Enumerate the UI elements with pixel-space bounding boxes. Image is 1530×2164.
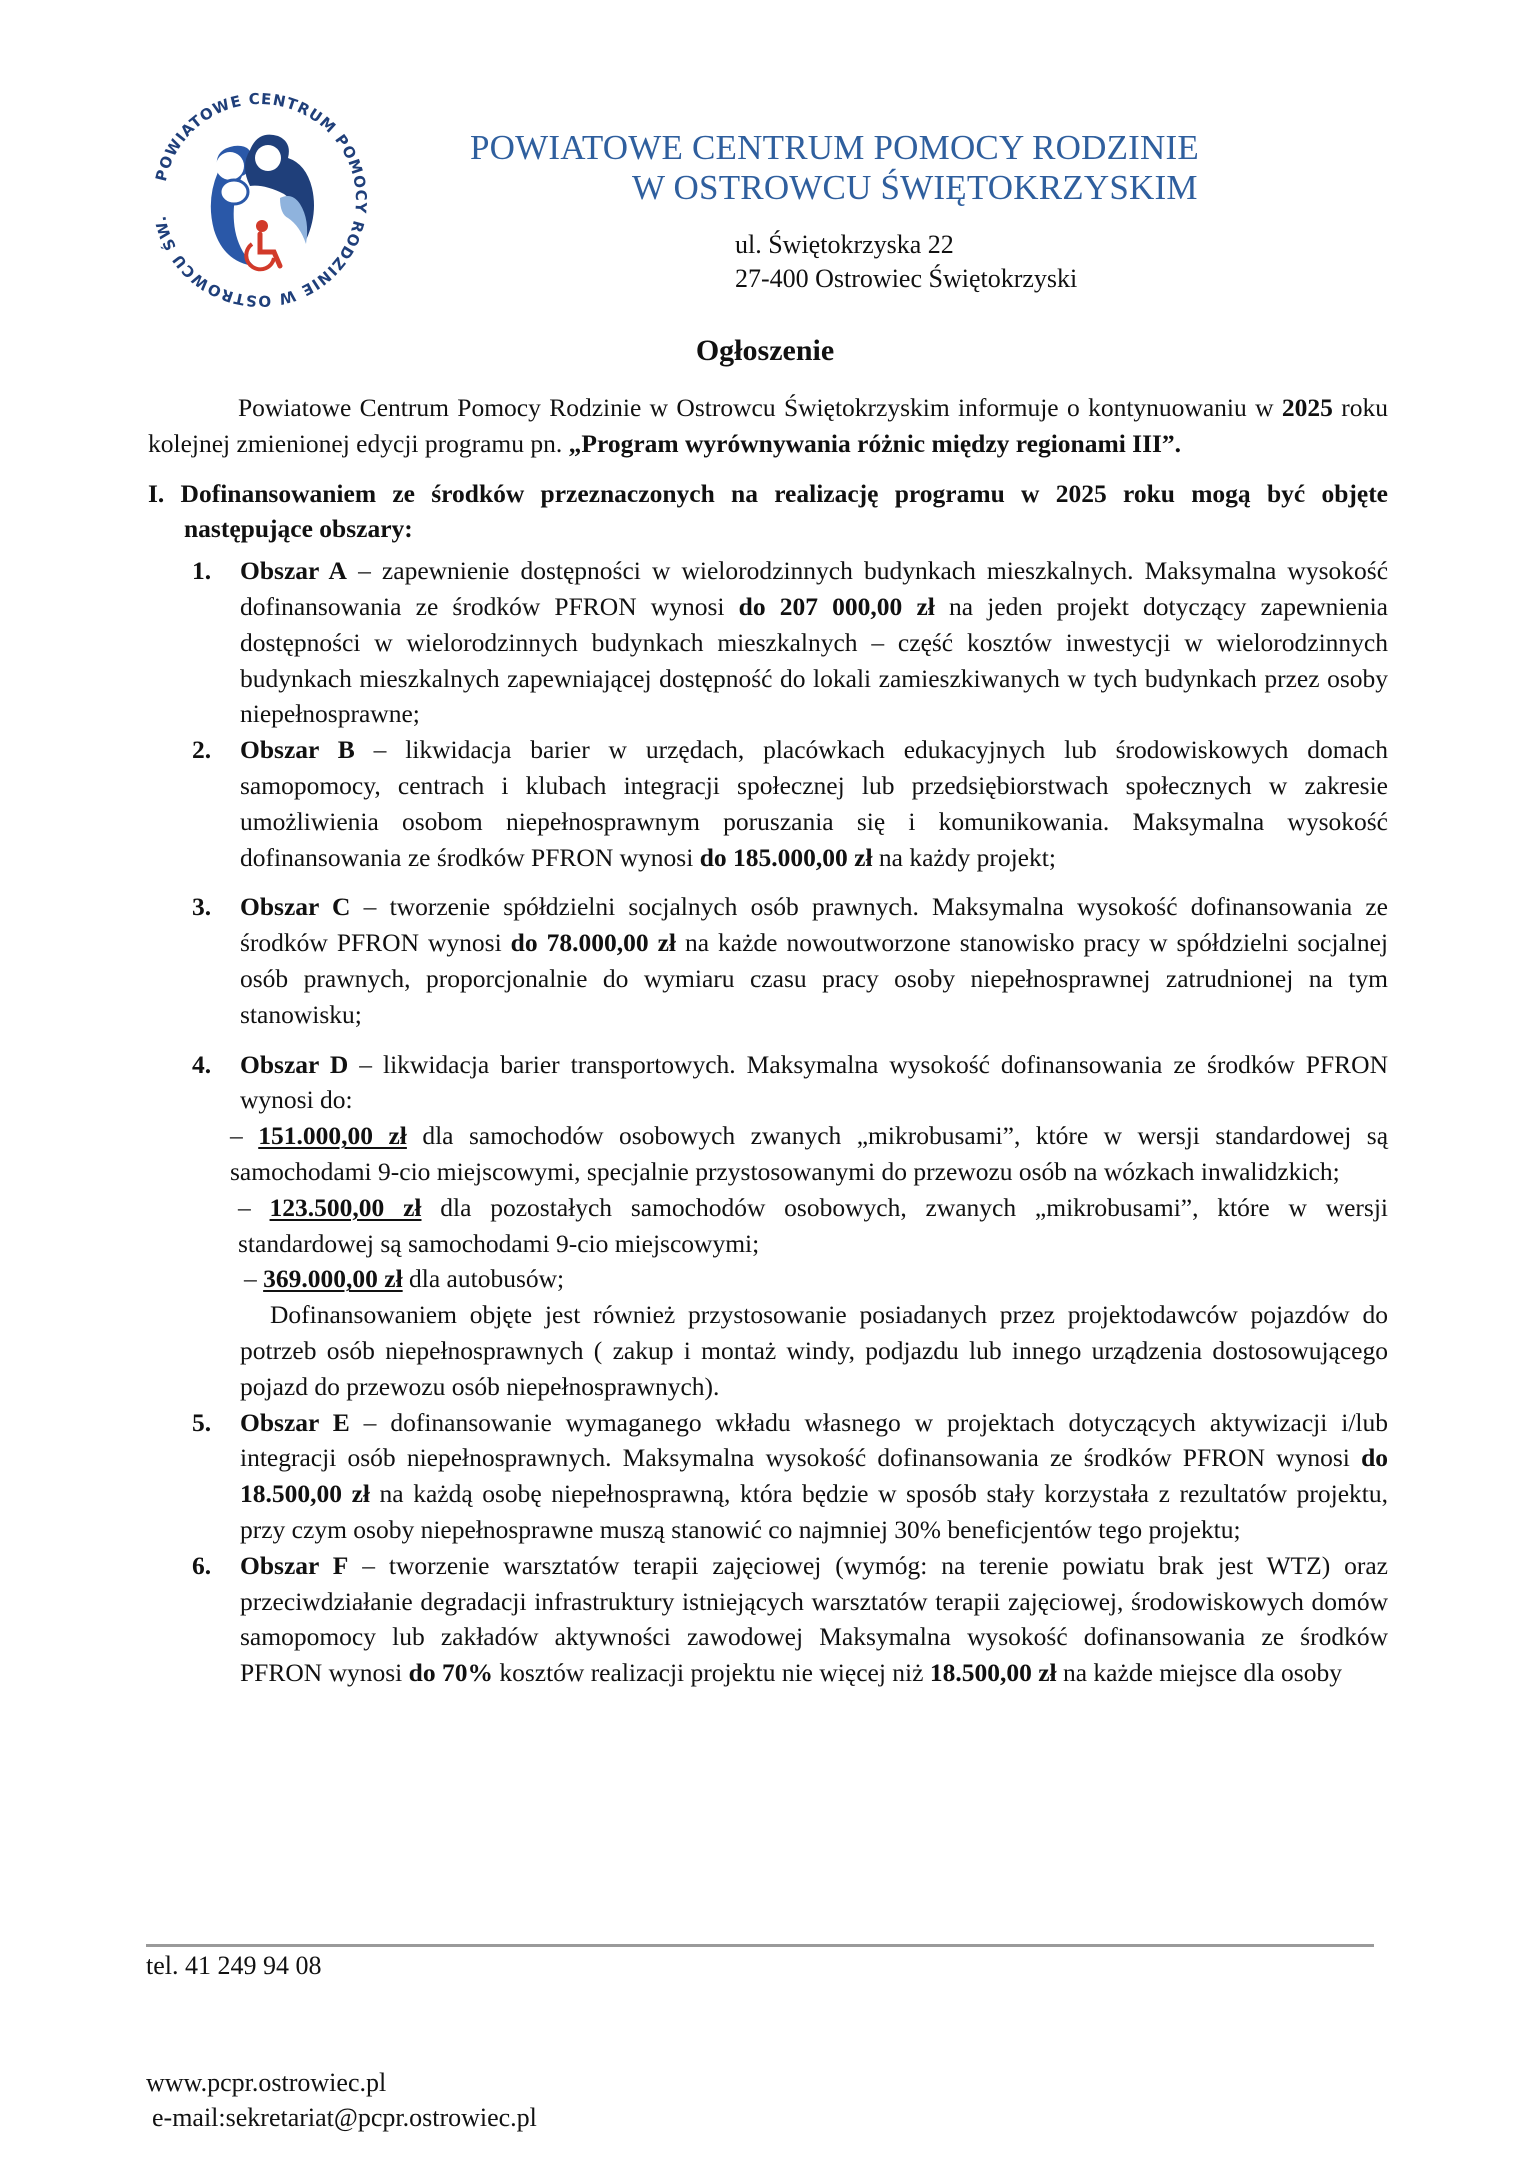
- footer-website-link[interactable]: www.pcpr.ostrowiec.pl: [146, 2068, 387, 2097]
- address-city: 27-400 Ostrowiec Świętokrzyski: [735, 264, 1078, 293]
- dash: –: [230, 1121, 259, 1151]
- org-name-line2: W OSTROWCU ŚWIĘTOKRZYSKIM: [632, 168, 1198, 207]
- intro-paragraph: [148, 390, 1388, 462]
- sub-amount: 123.500,00 zł: [269, 1192, 422, 1222]
- area-text: na każdy projekt;: [872, 842, 1056, 872]
- org-name-line1: POWIATOWE CENTRUM POMOCY RODZINIE: [470, 128, 1199, 167]
- area-text: – dofinansowanie wymaganego wkładu własnego w projektach dotyczących aktywizacji i/lub integracji osób niepełnosprawnych. Maksymalna wysokość dofinansowania ze środków PFRON wynosi: [240, 1407, 1389, 1473]
- list-number: 3.: [192, 892, 212, 922]
- sub-amount: 151.000,00 zł: [258, 1121, 407, 1151]
- area-text: na jeden projekt dotyczący zapewnienia dostępności w wielorodzinnych budynkach mieszkalnych – część kosztów inwestycji w wielorodzinnych budynkach mieszkalnych zapewniającej dostępność do lokali zamieszkiwanych w tych budynkach przez osoby niepełnosprawne;: [240, 591, 1388, 729]
- area-label: Obszar F: [240, 1550, 349, 1580]
- area-amount: do 185.000,00 zł: [699, 842, 873, 872]
- list-number: 6.: [192, 1550, 212, 1580]
- address-street: ul. Świętokrzyska 22: [735, 230, 954, 259]
- area-text: – tworzenie spółdzielni socjalnych osób prawnych. Maksymalna wysokość dofinansowania ze środków PFRON wynosi: [240, 892, 1388, 958]
- list-item-area-e: [148, 1405, 1388, 1548]
- intro-text-2: roku kolejnej zmienionej edycji programu pn.: [148, 393, 1388, 458]
- areas-list: [148, 553, 1388, 1691]
- area-text: na każdą osobę niepełnosprawną, która będzie w sposób stały korzystała z rezultatów projektu, przy czym osoby niepełnosprawne muszą stanowić co najmniej 30% beneficjentów tego projektu;: [240, 1479, 1388, 1544]
- sub-text: dla autobusów;: [402, 1264, 565, 1294]
- list-number: 2.: [192, 735, 212, 765]
- sub-item-minibus-wheelchair: [230, 1118, 1388, 1190]
- document-body: [148, 390, 1388, 1691]
- area-text: – tworzenie warsztatów terapii zajęciowej (wymóg: na terenie powiatu brak jest WTZ) oraz przeciwdziałanie degradacji infrastruktury istniejących warsztatów terapii zajęciowej, środowiskowych domów samopomocy lub zakładów aktywności zawodowej Maksymalna wysokość dofinansowania ze środków PFRON wynosi: [240, 1550, 1388, 1688]
- area-amount: do 207 000,00 zł: [738, 591, 935, 621]
- area-label: Obszar D: [240, 1049, 349, 1079]
- list-item-area-d: [148, 1047, 1388, 1405]
- area-amount: do 78.000,00 zł: [510, 928, 676, 958]
- sub-item-minibus-other: [238, 1190, 1388, 1262]
- footer-email-link[interactable]: e-mail:sekretariat@pcpr.ostrowiec.pl: [152, 2103, 537, 2132]
- area-label: Obszar C: [240, 892, 351, 922]
- area-text: kosztów realizacji projektu nie więcej niż: [492, 1658, 930, 1688]
- list-item-area-b: [148, 732, 1388, 875]
- program-name: „Program wyrównywania różnic między regionami III”.: [568, 428, 1182, 458]
- dash: –: [244, 1264, 264, 1294]
- organization-logo: [140, 80, 380, 320]
- section-heading: I. Dofinansowaniem ze środków przeznaczonych na realizację programu w 2025 roku mogą być objęte następujące obszary:: [148, 478, 1388, 544]
- area-text: – likwidacja barier w urzędach, placówkach edukacyjnych lub środowiskowych domach samopomocy, centrach i klubach integracji społecznej lub przedsiębiorstwach społecznych w zakresie umożliwienia osobom niepełnosprawnym poruszania się i komunikowania. Maksymalna wysokość dofinansowania ze środków PFRON wynosi: [240, 735, 1388, 872]
- logo-ring-text: POWIATOWE CENTRUM POMOCY RODZINIE W OSTROWCU ŚW.: [151, 89, 371, 311]
- area-text: na każde miejsce dla osoby: [1056, 1658, 1342, 1688]
- organization-name: [470, 128, 1350, 208]
- sub-item-bus: [244, 1261, 1388, 1297]
- list-item-area-f: [148, 1548, 1388, 1691]
- area-amount: do 70%: [408, 1658, 493, 1688]
- dash: –: [238, 1192, 270, 1222]
- sub-text: dla samochodów osobowych zwanych „mikrobusami”, które w wersji standardowej są samochodami 9-cio miejscowymi, specjalnie przystosowanymi do przewozu osób na wózkach inwalidzkich;: [230, 1121, 1389, 1186]
- family-wheelchair-logo-icon: [140, 80, 380, 320]
- footer-phone: tel. 41 249 94 08: [146, 1951, 322, 1980]
- document-title: Ogłoszenie: [695, 334, 835, 367]
- area-label: Obszar B: [240, 735, 355, 765]
- area-text: na każde nowoutworzone stanowisko pracy w spółdzielni socjalnej osób prawnych, proporcjonalnie do wymiaru czasu pracy osoby niepełnosprawnej zatrudnionej na tym stanowisku;: [240, 928, 1388, 1029]
- intro-text: Powiatowe Centrum Pomocy Rodzinie w Ostrowcu Świętokrzyskim informuje o kontynuowaniu w: [238, 393, 1282, 422]
- area-label: Obszar A: [240, 556, 347, 586]
- list-item-area-c: [148, 889, 1388, 1032]
- area-text: – likwidacja barier transportowych. Maksymalna wysokość dofinansowania ze środków PFRON wynosi do:: [240, 1049, 1389, 1115]
- area-label: Obszar E: [240, 1407, 350, 1437]
- footer-divider: [146, 1944, 1374, 1947]
- sub-text: dla pozostałych samochodów osobowych, zwanych „mikrobusami”, które w wersji standardowej są samochodami 9-cio miejscowymi;: [238, 1192, 1389, 1258]
- area-d-note: Dofinansowaniem objęte jest również przystosowanie posiadanych przez projektodawców pojazdów do potrzeb osób niepełnosprawnych ( zakup i montaż windy, podjazdu lub innego urządzenia dostosowującego pojazd do przewozu osób niepełnosprawnych).: [240, 1300, 1388, 1401]
- area-amount: do 18.500,00 zł: [240, 1443, 1388, 1509]
- area-amount-2: 18.500,00 zł: [929, 1658, 1057, 1688]
- list-number: 4.: [192, 1049, 212, 1079]
- list-number: 1.: [192, 556, 212, 586]
- address: [735, 228, 1077, 296]
- sub-amount: 369.000,00 zł: [263, 1264, 403, 1294]
- intro-year: 2025: [1281, 393, 1333, 422]
- list-item-area-a: [148, 553, 1388, 732]
- area-text: – zapewnienie dostępności w wielorodzinnych budynkach mieszkalnych. Maksymalna wysokość dofinansowania ze środków PFRON wynosi: [240, 556, 1389, 621]
- list-number: 5.: [192, 1407, 212, 1437]
